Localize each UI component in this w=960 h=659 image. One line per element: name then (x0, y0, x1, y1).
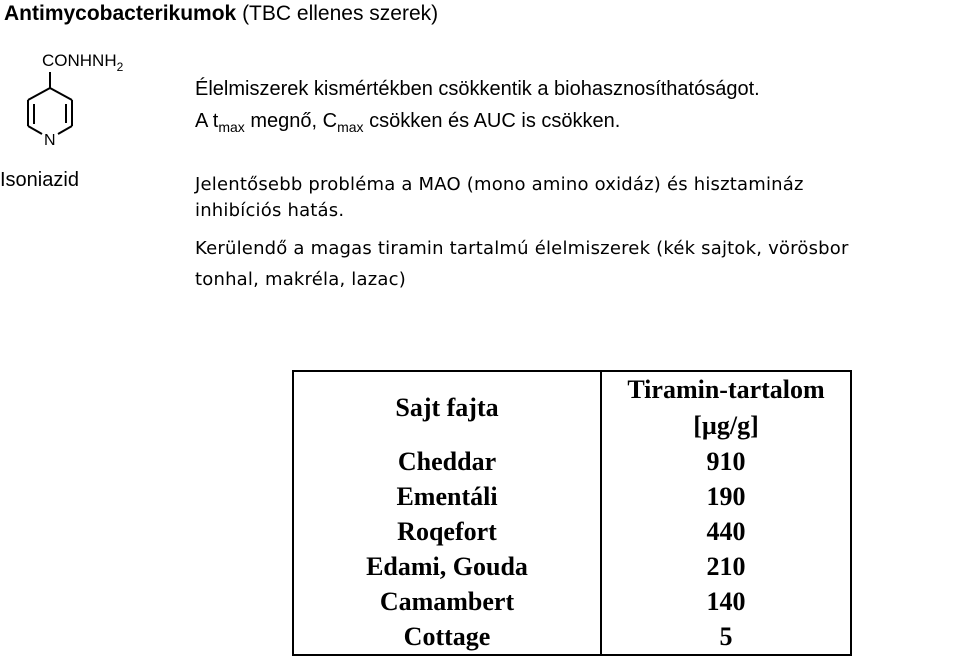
cheese-name: Roqefort (293, 514, 601, 549)
slide-title-rest: (TBC ellenes szerek) (236, 2, 439, 25)
tyramine-table (292, 370, 852, 656)
cheese-name: Cottage (293, 619, 601, 655)
ring-nitrogen: N (44, 132, 56, 149)
table-row (293, 584, 851, 619)
cheese-name: Camambert (293, 584, 601, 619)
table-row (293, 514, 851, 549)
tyramine-value: 190 (601, 479, 851, 514)
tyramine-value: 440 (601, 514, 851, 549)
problem-line-4: tonhal, makréla, lazac) (195, 269, 406, 290)
cheese-name: Ementáli (293, 479, 601, 514)
problem-line-3: Kerülendő a magas tiramin tartalmú élelmiszerek (kék sajtok, vörösbor (195, 238, 849, 259)
slide-title-bold: Antimycobacterikumok (4, 2, 237, 25)
table-row (293, 444, 851, 479)
table-row (293, 479, 851, 514)
tyramine-value: 210 (601, 549, 851, 584)
problem-line-1: Jelentősebb probléma a MAO (mono amino oxidáz) és hisztamináz (195, 174, 804, 195)
effect-line-1: Élelmiszerek kismértékben csökkentik a biohasznosíthatóságot. (195, 78, 760, 100)
header-tyramine-content: Tiramin-tartalom [µg/g] (601, 371, 851, 444)
cheese-name: Edami, Gouda (293, 549, 601, 584)
formula-group: $CONHNH_2$ (42, 51, 124, 74)
header-cheese-type: Sajt fajta (293, 371, 601, 444)
cheese-name: Cheddar (293, 444, 601, 479)
tyramine-value: 910 (601, 444, 851, 479)
isoniazid-structure (6, 44, 146, 164)
table-header-row (293, 371, 851, 444)
effect-line-2: A $t_{max}$ megnő, $C_{max}$ csökken és AUC is csökken. (195, 110, 621, 135)
problem-line-2: inhibíciós hatás. (195, 200, 345, 221)
tyramine-value: 140 (601, 584, 851, 619)
table-row (293, 549, 851, 584)
table-row (293, 619, 851, 655)
drug-name: Isoniazid (0, 169, 79, 191)
tyramine-value: 5 (601, 619, 851, 655)
slide-title (4, 2, 438, 26)
